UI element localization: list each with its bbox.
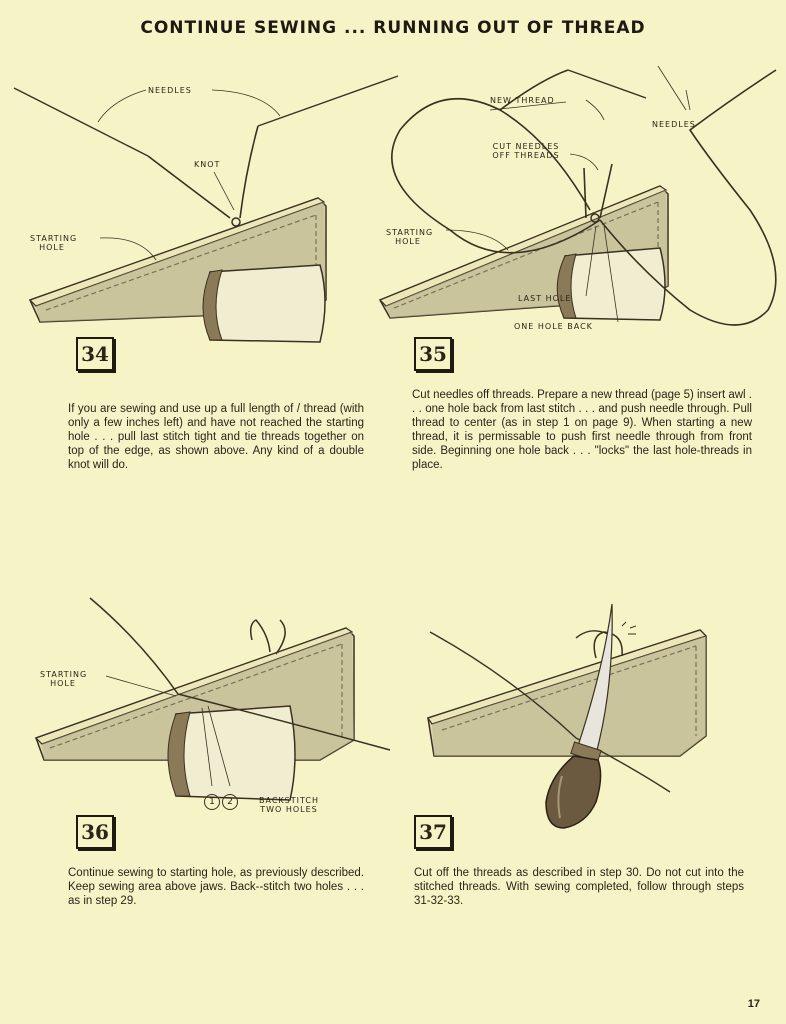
step-number-36: 36: [76, 815, 114, 849]
illustration-step-35: [386, 50, 786, 380]
label-circle-1: 1: [204, 794, 220, 810]
page-number: 17: [747, 998, 760, 1010]
step-number-37: 37: [414, 815, 452, 849]
label-backstitch: BACKSTITCH TWO HOLES: [259, 796, 319, 814]
step-35-text: Cut needles off threads. Prepare a new thread (page 5) insert awl . . . one hole back from last stitch . . . and push needle through. Pull thread to center (as in step 1 on page 9). When starting a new thread, it is permissable to push first needle through from front side. Beginning one hole back . . . "locks" the last hole-threads in place.: [412, 389, 752, 471]
label-circle-2: 2: [222, 794, 238, 810]
illustration-step-34: [0, 60, 390, 380]
step-number-35: 35: [414, 337, 452, 371]
label-knot: KNOT: [194, 160, 221, 169]
label-last-hole: LAST HOLE: [518, 294, 572, 303]
illustration-step-36: [0, 590, 390, 840]
label-starting-hole: STARTING HOLE: [30, 234, 78, 252]
label-needles: NEEDLES: [148, 86, 192, 95]
step-number-34: 34: [76, 337, 114, 371]
step-37-drawing: [400, 596, 786, 846]
illustration-step-37: [400, 596, 786, 846]
label-starting-hole: STARTING HOLE: [386, 228, 434, 246]
step-34-drawing: [0, 60, 390, 380]
step-37-text: Cut off the threads as described in step 30. Do not cut into the stitched threads. With sewing completed, follow through steps 31-32-33.: [414, 867, 744, 907]
label-cut-needles: CUT NEEDLES OFF THREADS: [492, 142, 560, 160]
step-36-drawing: [0, 590, 390, 840]
label-one-hole-back: ONE HOLE BACK: [514, 322, 593, 331]
step-34-text: If you are sewing and use up a full length of / thread (with only a few inches left) and have not reached the starting hole . . . pull last stitch tight and tie threads together on top of the edge, as shown above. Any kind of a double knot will do.: [68, 403, 364, 471]
page-title: CONTINUE SEWING ... RUNNING OUT OF THREAD: [140, 18, 646, 38]
label-needles: NEEDLES: [652, 120, 696, 129]
label-starting-hole: STARTING HOLE: [40, 670, 88, 688]
step-36-text: Continue sewing to starting hole, as previously described. Keep sewing area above jaws. Back--stitch two holes . . . as in step 29.: [68, 867, 364, 907]
label-new-thread: NEW THREAD: [490, 96, 555, 105]
